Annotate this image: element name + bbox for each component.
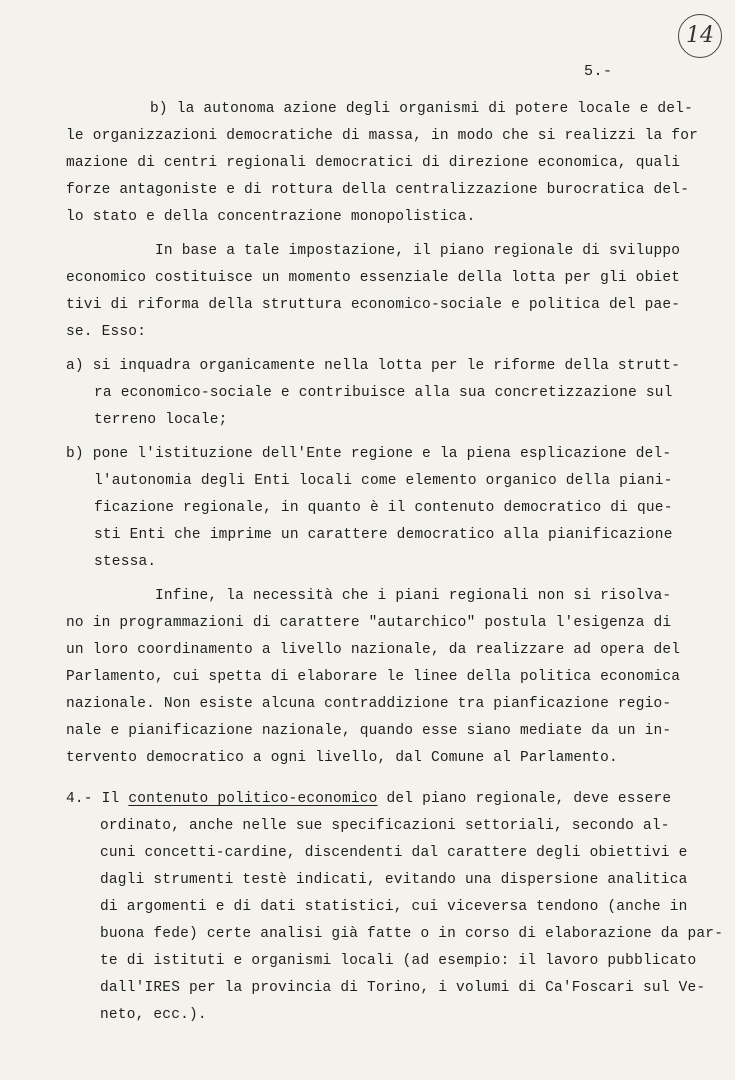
text-line: di argomenti e di dati statistici, cui viceversa tendono (anche in	[100, 899, 688, 915]
text-line: tivi di riforma della struttura economico-sociale e politica del pae-	[66, 297, 681, 313]
section-4-suffix: del piano regionale, deve essere	[377, 791, 672, 807]
text-line: no in programmazioni di carattere "autarchico" postula l'esigenza di	[66, 615, 672, 631]
text-line: nazionale. Non esiste alcuna contraddizione tra pianficazione regio-	[66, 696, 672, 712]
text-line: ra economico-sociale e contribuisce alla sua concretizzazione sul	[94, 385, 673, 401]
text-line: dall'IRES per la provincia di Torino, i volumi di Ca'Foscari sul Ve-	[100, 980, 706, 996]
text-line: le organizzazioni democratiche di massa, in modo che si realizzi la for	[66, 128, 699, 144]
text-line: terreno locale;	[94, 412, 228, 428]
page-number: 5.-	[584, 63, 613, 80]
text-line: neto, ecc.).	[100, 1007, 207, 1023]
text-line: b) la autonoma azione degli organismi di potere locale e del-	[150, 101, 693, 117]
text-line: dagli strumenti testè indicati, evitando una dispersione analitica	[100, 872, 688, 888]
text-line: buona fede) certe analisi già fatte o in corso di elaborazione da par-	[100, 926, 724, 942]
text-line: stessa.	[94, 554, 157, 570]
text-line: sti Enti che imprime un carattere democratico alla pianificazione	[94, 527, 673, 543]
text-line: cuni concetti-cardine, discendenti dal carattere degli obiettivi e	[100, 845, 688, 861]
text-line: ordinato, anche nelle sue specificazioni settoriali, secondo al-	[100, 818, 670, 834]
text-line: In base a tale impostazione, il piano regionale di sviluppo	[155, 243, 681, 259]
text-line: Parlamento, cui spetta di elaborare le linee della politica economica	[66, 669, 681, 685]
text-line: tervento democratico a ogni livello, dal Comune al Parlamento.	[66, 750, 618, 766]
text-line: lo stato e della concentrazione monopolistica.	[66, 209, 476, 225]
section-4-underlined: contenuto politico-economico	[128, 791, 378, 807]
text-line: a) si inquadra organicamente nella lotta per le riforme della strutt-	[66, 358, 681, 374]
page-stamp: 14	[678, 14, 722, 58]
text-line: l'autonomia degli Enti locali come elemento organico della piani-	[94, 473, 673, 489]
section-4-heading	[66, 791, 671, 807]
text-line: forze antagoniste e di rottura della centralizzazione burocratica del-	[66, 182, 690, 198]
text-line: se. Esso:	[66, 324, 147, 340]
text-line: economico costituisce un momento essenziale della lotta per gli obiet	[66, 270, 681, 286]
section-4-prefix: 4.- Il	[66, 791, 129, 807]
text-line: Infine, la necessità che i piani regionali non si risolva-	[155, 588, 672, 604]
text-line: ficazione regionale, in quanto è il contenuto democratico di que-	[94, 500, 673, 516]
text-line: mazione di centri regionali democratici di direzione economica, quali	[66, 155, 681, 171]
text-line: te di istituti e organismi locali (ad esempio: il lavoro pubblicato	[100, 953, 697, 969]
text-line: un loro coordinamento a livello nazionale, da realizzare ad opera del	[66, 642, 681, 658]
text-line: b) pone l'istituzione dell'Ente regione e la piena esplicazione del-	[66, 446, 672, 462]
text-line: nale e pianificazione nazionale, quando esse siano mediate da un in-	[66, 723, 672, 739]
